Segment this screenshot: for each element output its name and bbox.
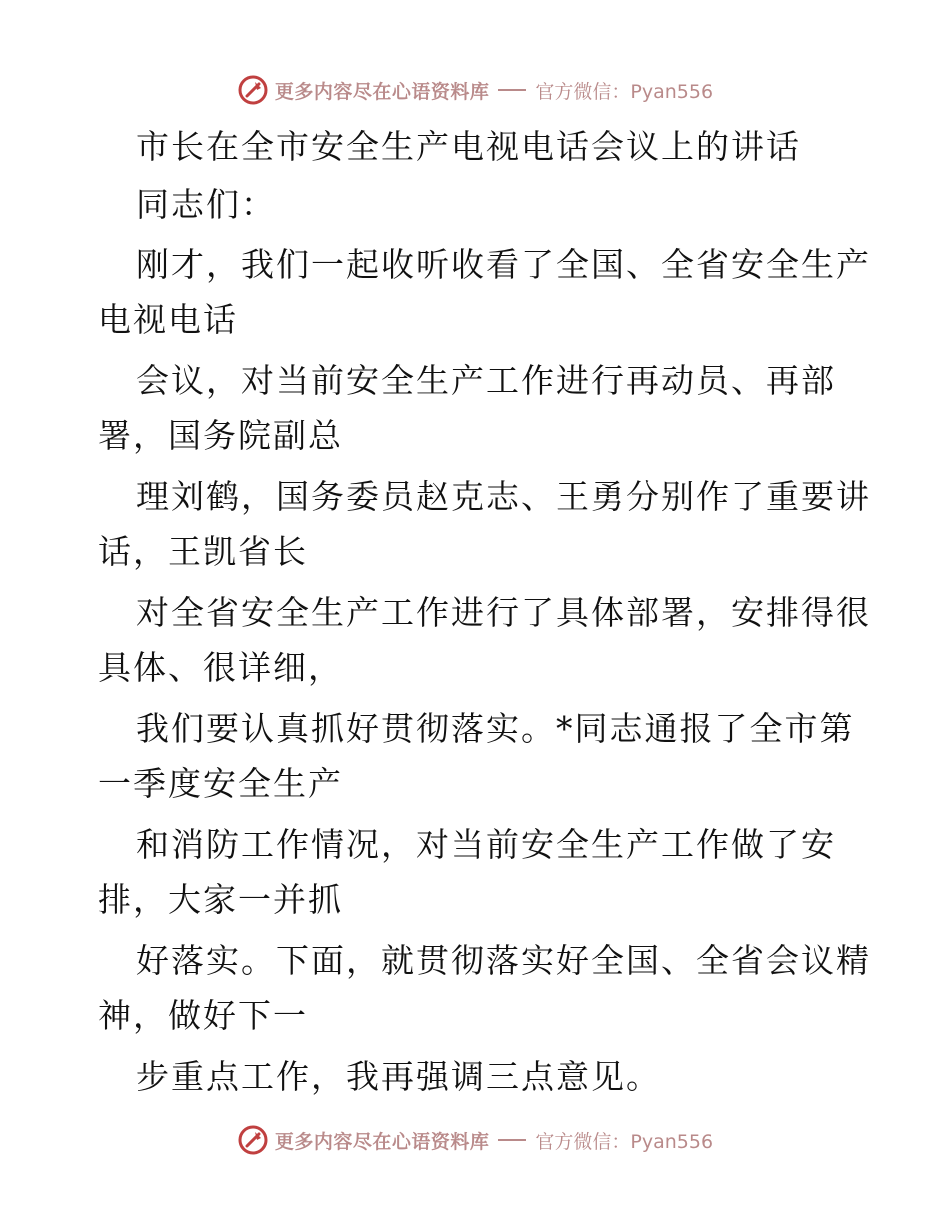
header-banner-text: 更多内容尽在心语资料库 [274, 80, 490, 103]
paragraph-line: 好落实。下面，就贯彻落实好全国、全省会议精 [136, 941, 871, 980]
paragraph-line: 步重点工作，我再强调三点意见。 [136, 1057, 661, 1096]
paragraph-line: 会议，对当前安全生产工作进行再动员、再部 [136, 361, 836, 400]
paragraph-line: 具体、很详细， [98, 648, 343, 687]
paragraph-line: 排，大家一并抓 [98, 880, 343, 919]
footer-banner-suffix: 官方微信：Pyan556 [535, 1130, 714, 1153]
footer-banner-dash [498, 1139, 526, 1141]
paragraph-line: 我们要认真抓好贯彻落实。*同志通报了全市第 [136, 709, 855, 748]
paragraph-line: 神，做好下一 [98, 996, 308, 1035]
footer-banner [0, 1120, 950, 1160]
document-title: 市长在全市安全生产电视电话会议上的讲话 [136, 127, 801, 166]
paragraph-line: 刚才，我们一起收听收看了全国、全省安全生产 [136, 245, 871, 284]
paragraph-line: 理刘鹤，国务委员赵克志、王勇分别作了重要讲 [136, 477, 871, 516]
paragraph-line: 电视电话 [98, 300, 238, 339]
salutation: 同志们： [136, 185, 276, 224]
header-banner [0, 70, 950, 110]
header-banner-suffix: 官方微信：Pyan556 [535, 80, 714, 103]
logo-icon [237, 74, 269, 106]
logo-icon [237, 1124, 269, 1156]
footer-banner-text: 更多内容尽在心语资料库 [274, 1130, 490, 1153]
header-banner-dash [498, 89, 526, 91]
paragraph-line: 话，王凯省长 [98, 532, 308, 571]
paragraph-line: 署，国务院副总 [98, 416, 343, 455]
paragraph-line: 一季度安全生产 [98, 764, 343, 803]
paragraph-line: 对全省安全生产工作进行了具体部署，安排得很 [136, 593, 871, 632]
paragraph-line: 和消防工作情况，对当前安全生产工作做了安 [136, 825, 836, 864]
